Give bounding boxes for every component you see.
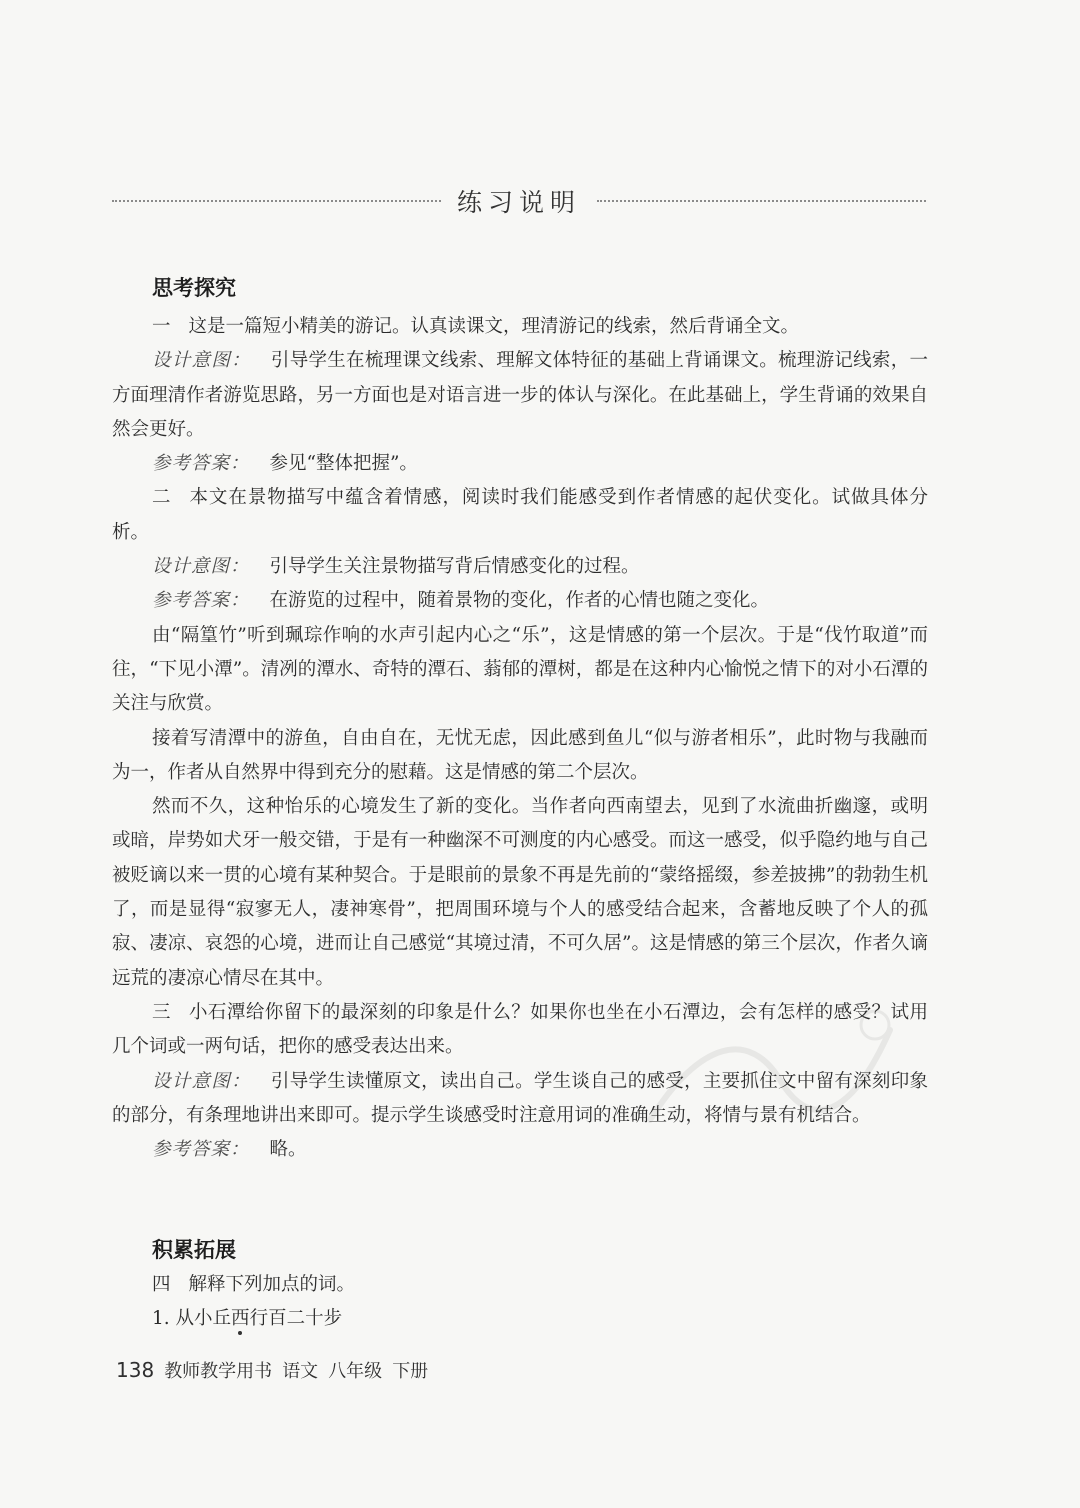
emphasized-word: 西 (231, 1308, 250, 1330)
question-2 (112, 481, 928, 550)
item-text-after: 行百二十步 (249, 1308, 343, 1330)
intent-label: 设计意图： (152, 556, 250, 578)
question-number: 三 (152, 1001, 171, 1023)
question-text: 解释下列加点的词。 (188, 1274, 356, 1295)
section-accumulation-body (112, 1268, 928, 1337)
dotted-rule-right (597, 200, 926, 202)
question-4 (112, 1268, 928, 1302)
intent-label: 设计意图： (152, 1070, 251, 1092)
dotted-rule-left (112, 200, 441, 202)
book-grade: 八年级 (328, 1361, 383, 1382)
design-intent-3 (112, 1065, 928, 1134)
design-intent-2 (112, 550, 928, 584)
book-volume: 下册 (392, 1361, 429, 1382)
reference-answer-1 (112, 447, 928, 481)
design-intent-1 (112, 344, 928, 447)
answer-label: 参考答案： (152, 1139, 250, 1161)
page-footer (116, 1357, 428, 1383)
exercise-item-1 (112, 1302, 928, 1336)
intent-text: 引导学生关注景物描写背后情感变化的过程。 (269, 556, 640, 578)
book-subject: 语文 (282, 1361, 319, 1382)
question-number: 二 (152, 487, 172, 509)
page-title: 练习说明 (457, 188, 582, 217)
intent-label: 设计意图： (152, 350, 251, 372)
question-text: 小石潭给你留下的最深刻的印象是什么？如果你也坐在小石潭边，会有怎样的感受？试用几个词或一两句话，把你的感受表达出来。 (112, 1001, 928, 1058)
answer-label: 参考答案： (152, 590, 250, 612)
answer-label: 参考答案： (152, 453, 250, 475)
analysis-paragraph: 接着写清潭中的游鱼，自由自在，无忧无虑，因此感到鱼儿“似与游者相乐”，此时物与我融而为一，作者从自然界中得到充分的慰藉。这是情感的第二个层次。 (112, 727, 928, 783)
question-number: 四 (152, 1274, 171, 1295)
analysis-paragraph: 然而不久，这种怡乐的心境发生了新的变化。当作者向西南望去，见到了水流曲折幽邃，或明或暗，岸势如犬牙一般交错，于是有一种幽深不可测度的内心感受。而这一感受，似乎隐约地与自己被贬谪以来一贯的心境有某种契合。于是眼前的景象不再是先前的“蒙络摇缀，参差披拂”的勃勃生机了，而是显得“寂寥无人，凄神寒骨”，把周围环境与个人的感受结合起来，含蓄地反映了个人的孤寂、凄凉、哀怨的心境，进而让自己感觉“其境过清，不可久居”。这是情感的第三个层次，作者久谪远荒的凄凉心情尽在其中。 (112, 796, 928, 989)
answer-text: 略。 (269, 1139, 307, 1161)
reference-answer-3 (112, 1133, 928, 1167)
analysis-paragraph: 由“隔篁竹”听到珮琮作响的水声引起内心之“乐”，这是情感的第一个层次。于是“伐竹取道”而往，“下见小潭”。清冽的潭水、奇特的潭石、蓊郁的潭树，都是在这种内心愉悦之情下的对小石潭的关注与欣赏。 (112, 624, 928, 715)
question-3 (112, 996, 928, 1065)
intent-text: 引导学生在梳理课文线索、理解文体特征的基础上背诵课文。梳理游记线索，一方面理清作者游览思路，另一方面也是对语言进一步的体认与深化。在此基础上，学生背诵的效果自然会更好。 (112, 350, 928, 440)
question-text: 本文在景物描写中蕴含着情感，阅读时我们能感受到作者情感的起伏变化。试做具体分析。 (112, 487, 928, 543)
question-number: 一 (152, 316, 171, 337)
section-thinking-body (112, 310, 928, 1167)
answer-text: 参见“整体把握”。 (269, 453, 418, 475)
page-number: 138 (116, 1358, 155, 1382)
section-header (112, 178, 926, 224)
item-text-before: 1. 从小丘 (152, 1308, 232, 1330)
section-heading-accumulation: 积累拓展 (152, 1238, 236, 1262)
reference-answer-2 (112, 584, 928, 618)
section-heading-thinking: 思考探究 (152, 276, 236, 300)
question-1 (112, 310, 928, 344)
book-title: 教师教学用书 (164, 1361, 273, 1382)
intent-text: 引导学生读懂原文，读出自己。学生谈自己的感受，主要抓住文中留有深刻印象的部分，有条理地讲出来即可。提示学生谈感受时注意用词的准确生动，将情与景有机结合。 (112, 1070, 928, 1126)
answer-text: 在游览的过程中，随着景物的变化，作者的心情也随之变化。 (269, 590, 770, 612)
question-text: 这是一篇短小精美的游记。认真读课文，理清游记的线索，然后背诵全文。 (188, 316, 800, 337)
